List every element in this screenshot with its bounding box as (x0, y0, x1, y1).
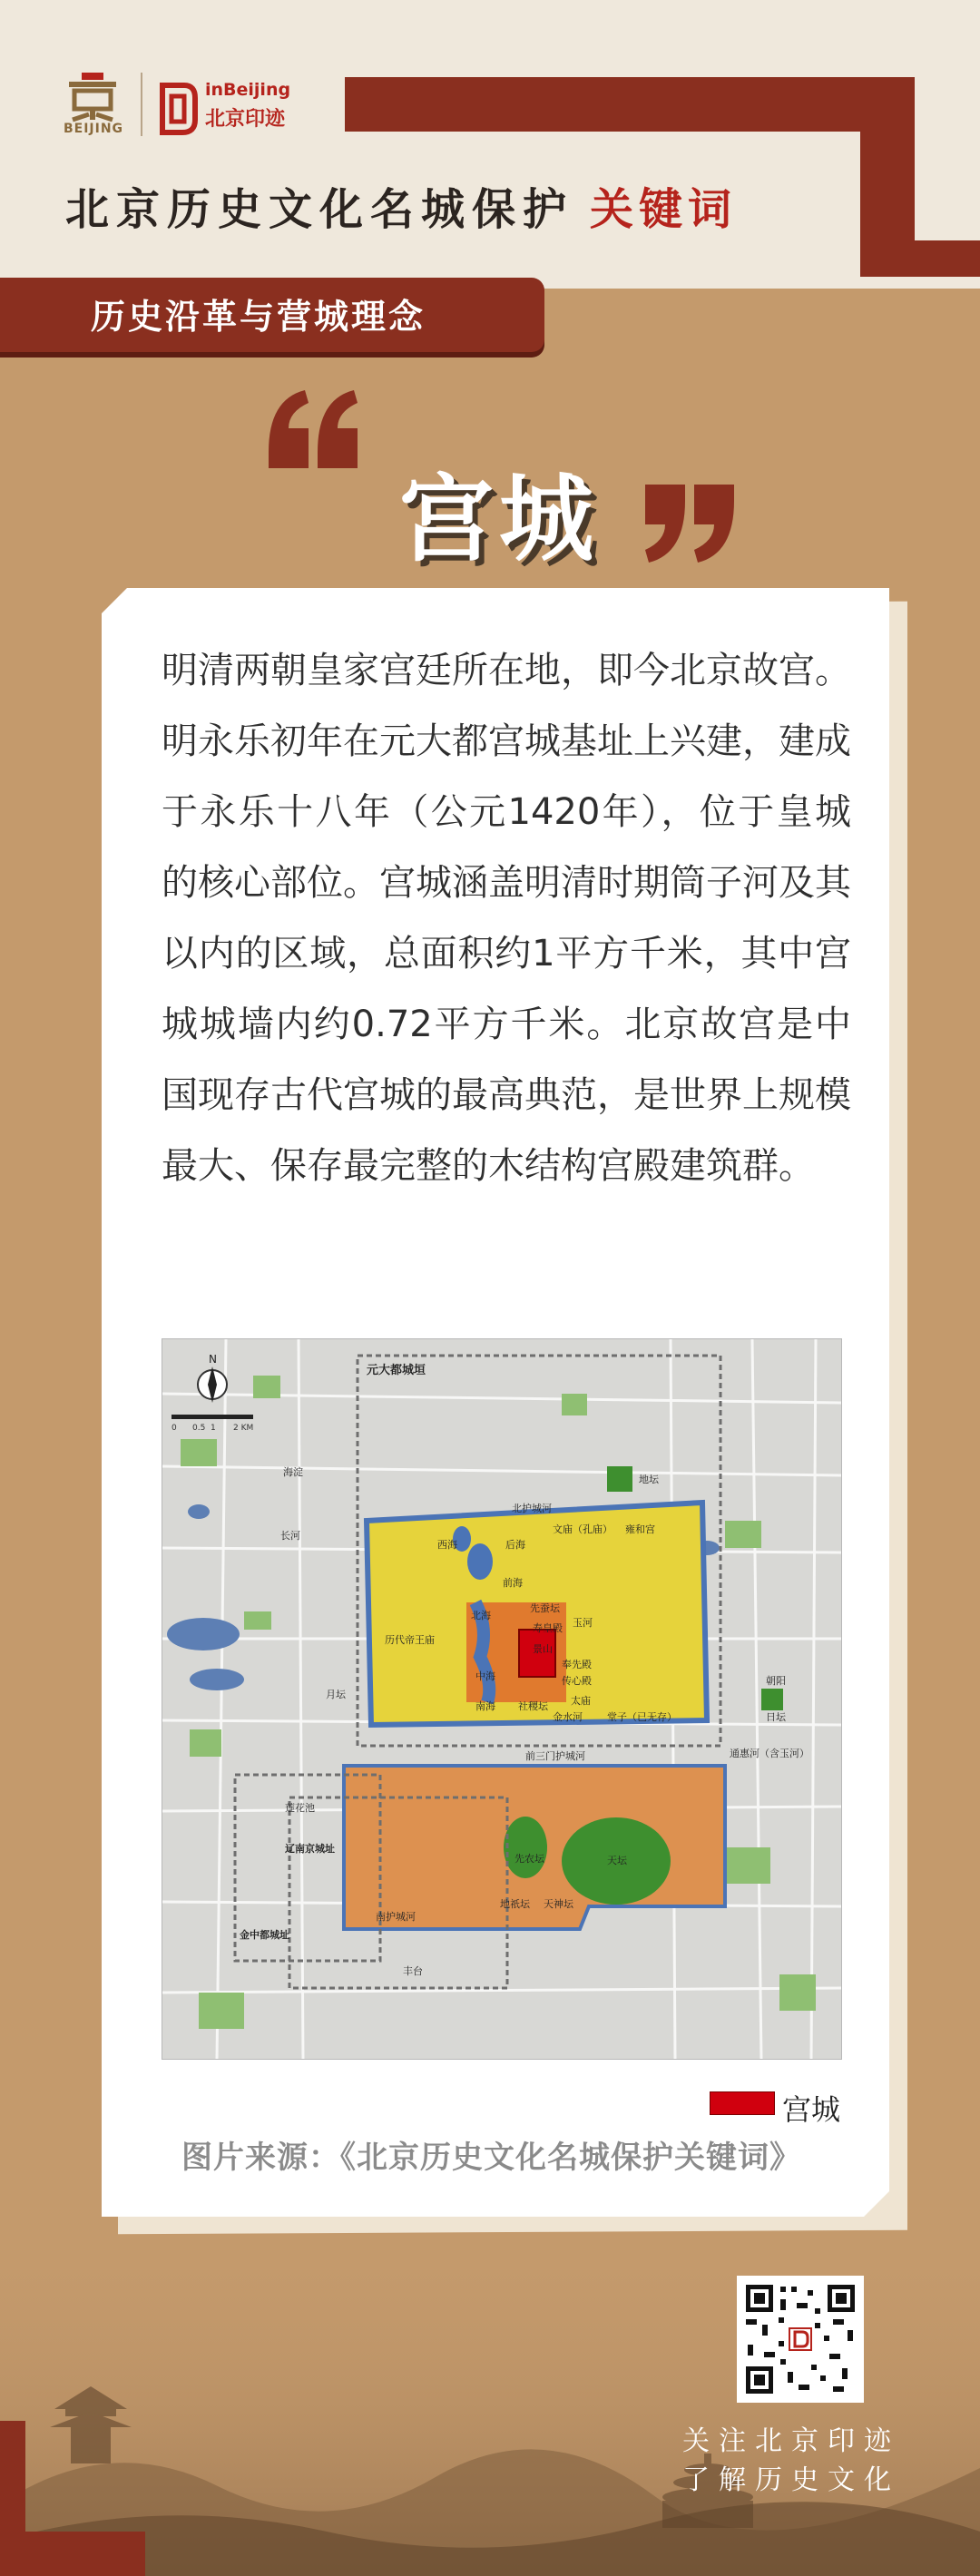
image-source: 图片来源：《北京历史文化名城保护关键词》 (181, 2140, 801, 2176)
map-label: 北护城河 (512, 1503, 552, 1514)
map-label: 奉先殿 (562, 1659, 592, 1670)
page-title-main: 北京历史文化名城保护 (65, 184, 574, 235)
map-label: 元大都城垣 (367, 1364, 426, 1377)
map-label: 前海 (503, 1577, 523, 1589)
map-label: 天坛 (607, 1855, 627, 1866)
map-label: 传心殿 (562, 1675, 592, 1687)
map-label: 文庙（孔庙） (553, 1523, 612, 1535)
footer-frame-decoration-bottom (0, 2532, 145, 2576)
page-title-highlight: 关键词 (590, 184, 738, 235)
map-label: 金水河 (553, 1711, 583, 1723)
qr-code-icon[interactable] (737, 2276, 864, 2403)
scale-label: 0 (172, 1424, 177, 1433)
map-label: 天神坛 (544, 1898, 573, 1910)
map-label: 玉河 (573, 1617, 593, 1629)
follow-text-line2: 了解历史文化 (682, 2464, 900, 2496)
map-label: 社稷坛 (518, 1700, 548, 1712)
follow-text-line1: 关注北京印迹 (682, 2425, 900, 2457)
map-label: 通惠河（含玉河） (730, 1748, 809, 1759)
quote-open-icon (263, 381, 363, 499)
map-label: 先蚕坛 (530, 1602, 560, 1614)
map-label: 朝阳 (766, 1675, 786, 1687)
map-label: 太庙 (571, 1695, 591, 1707)
scale-label: 0.5 (192, 1424, 206, 1433)
quote-close-icon (640, 472, 740, 590)
description-text: 明清两朝皇家宫廷所在地，即今北京故宫。明永乐初年在元大都宫城基址上兴建，建成于永乐十八年（公元1420年），位于皇城的核心部位。宫城涵盖明清时期筒子河及其以内的区域，总面积约1平方千米，其中宫城城墙内约0.72平方千米。北京故宫是中国现存古代宫城的最高典范，是世界上规模最大、保存最完整的木结构宫殿建筑群。 (162, 650, 851, 1187)
header-frame-decoration-bottom (860, 240, 980, 277)
header-frame-decoration (345, 77, 915, 132)
map-label: 寿皇殿 (533, 1622, 563, 1634)
inbeijing-logo-cn: 北京印迹 (205, 108, 286, 131)
map-label: 月坛 (326, 1689, 346, 1700)
logo-divider (141, 73, 142, 136)
scale-label: 1 (211, 1424, 216, 1433)
map-label: 先农坛 (514, 1853, 544, 1865)
map-label: 金中都城址 (240, 1929, 289, 1941)
map-label: 雍和宫 (625, 1523, 655, 1535)
map-label: 南护城河 (376, 1911, 416, 1923)
beijing-logo-text: BEIJING (63, 122, 124, 136)
map-label: 历代帝王庙 (385, 1634, 435, 1646)
legend-label: 宫城 (782, 2092, 841, 2127)
inbeijing-logo-en: inBeijing (205, 80, 291, 100)
scale-label: 2 KM (233, 1424, 254, 1433)
map-label: 地坛 (639, 1474, 659, 1485)
map-label: 辽南京城址 (285, 1843, 335, 1855)
map-label: 南海 (475, 1700, 495, 1712)
legend-swatch (710, 2091, 775, 2115)
map-label: 海淀 (283, 1466, 303, 1478)
map-label: 莲花池 (285, 1802, 315, 1814)
section-title: 历史沿革与营城理念 (91, 296, 426, 337)
map-label: 后海 (505, 1539, 525, 1551)
map-label: 北海 (471, 1610, 491, 1621)
header-background (0, 0, 980, 289)
map-label: 长河 (280, 1530, 300, 1542)
map-image (162, 1338, 842, 2060)
map-label: 西海 (437, 1539, 457, 1551)
page-title (65, 174, 864, 237)
map-label: 中海 (475, 1670, 495, 1682)
inbeijing-logo-icon (159, 80, 199, 136)
compass-label: N (209, 1353, 217, 1366)
map-label: 日坛 (766, 1711, 786, 1723)
map-label: 地祇坛 (500, 1898, 530, 1910)
map-label: 前三门护城河 (525, 1750, 585, 1762)
map-label: 丰台 (403, 1965, 423, 1977)
map-label: 景山 (533, 1643, 553, 1655)
keyword-term: 宫城 (399, 463, 600, 574)
map-label: 堂子（已无存） (607, 1711, 677, 1723)
